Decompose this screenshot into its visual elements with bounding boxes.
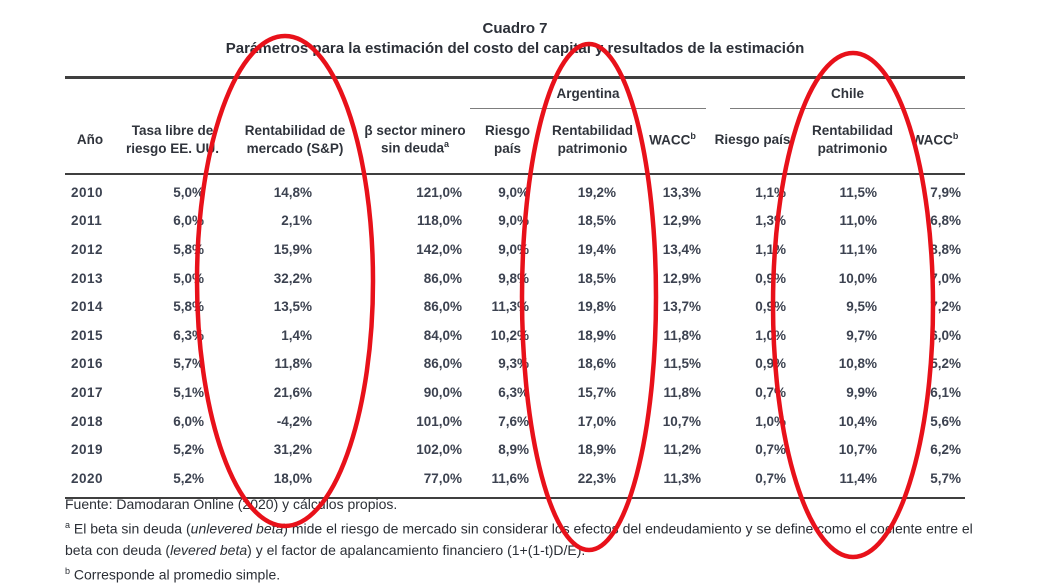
value-cell: 5,7%: [930, 470, 961, 486]
value-cell: 9,8%: [498, 270, 529, 286]
parameters-table: [65, 76, 965, 499]
table-body: [65, 175, 965, 499]
value-cell: 10,7%: [662, 413, 701, 429]
year-cell: 2017: [71, 384, 104, 400]
value-cell: 1,1%: [755, 184, 786, 200]
value-cell: 86,0%: [423, 356, 462, 372]
value-cell: 101,0%: [416, 413, 462, 429]
year-cell: 2011: [71, 213, 103, 229]
value-cell: 9,9%: [846, 384, 877, 400]
value-cell: 11,4%: [839, 470, 877, 486]
value-cell: 31,2%: [273, 442, 312, 458]
value-cell: 11,0%: [839, 213, 877, 229]
value-cell: 5,2%: [173, 470, 204, 486]
value-cell: 10,8%: [838, 356, 877, 372]
col-header-rentabilidad-mercado: Rentabilidad de mercado (S&P): [244, 123, 346, 156]
value-cell: 5,6%: [930, 413, 961, 429]
value-cell: 11,6%: [491, 470, 529, 486]
value-cell: 13,3%: [662, 184, 701, 200]
footnote-b-marker: b: [65, 565, 71, 576]
year-cell: 2014: [71, 299, 104, 315]
value-cell: 9,5%: [846, 299, 877, 315]
footnote-a-text: ) y el factor de apalancamiento financiero (1+(1-t)D/E).: [247, 541, 586, 558]
value-cell: 18,9%: [577, 442, 616, 458]
footnote-a-italic: levered beta: [170, 541, 248, 558]
table-row: [65, 235, 965, 264]
value-cell: 86,0%: [423, 270, 462, 286]
footnote-a-text: ) mide el riesgo de mercado sin considerar los efectos del endeudamiento y se define como el cociente entre el beta con deuda (: [65, 520, 973, 558]
value-cell: 6,0%: [173, 213, 204, 229]
value-cell: 7,9%: [930, 184, 961, 200]
value-cell: 18,0%: [273, 470, 312, 486]
footnote-b: [65, 561, 1003, 586]
value-cell: 11,8%: [663, 384, 701, 400]
table-row: [65, 178, 965, 207]
table-row: [65, 435, 965, 464]
value-cell: 10,7%: [838, 442, 877, 458]
value-cell: 17,0%: [577, 413, 616, 429]
value-cell: 5,2%: [173, 442, 204, 458]
value-cell: 21,6%: [273, 384, 312, 400]
value-cell: 6,0%: [173, 413, 204, 429]
value-cell: 11,3%: [663, 470, 701, 486]
wacc-footnote-marker: b: [690, 130, 696, 141]
value-cell: 90,0%: [423, 384, 462, 400]
value-cell: 142,0%: [416, 241, 462, 257]
value-cell: 18,5%: [577, 213, 616, 229]
value-cell: 12,9%: [662, 270, 701, 286]
value-cell: 11,3%: [491, 299, 529, 315]
value-cell: 10,0%: [838, 270, 877, 286]
year-cell: 2019: [71, 442, 104, 458]
year-cell: 2020: [71, 470, 104, 486]
value-cell: 5,0%: [173, 270, 204, 286]
col-header-wacc-argentina: [640, 106, 705, 173]
year-cell: 2018: [71, 413, 104, 429]
value-cell: 19,8%: [577, 299, 616, 315]
year-cell: 2010: [71, 184, 104, 200]
value-cell: 86,0%: [423, 299, 462, 315]
col-header-rentabilidad-patrimonio-chile: Rentabilidad patrimonio: [811, 123, 893, 156]
table-row: [65, 407, 965, 436]
value-cell: 14,8%: [273, 184, 312, 200]
footnotes: [65, 494, 1003, 585]
value-cell: 11,2%: [663, 442, 701, 458]
value-cell: 77,0%: [423, 470, 462, 486]
value-cell: 13,5%: [273, 299, 312, 315]
value-cell: 0,7%: [755, 384, 786, 400]
value-cell: 18,6%: [577, 356, 616, 372]
footnote-a-marker: a: [65, 520, 71, 530]
value-cell: 6,8%: [930, 213, 961, 229]
table-row: [65, 321, 965, 350]
footnote-b-text: Corresponde al promedio simple.: [70, 566, 281, 583]
value-cell: 6,3%: [498, 384, 529, 400]
value-cell: 5,7%: [173, 356, 204, 372]
table-row: [65, 464, 965, 493]
value-cell: 0,9%: [755, 356, 786, 372]
value-cell: 12,9%: [662, 213, 701, 229]
value-cell: 9,3%: [498, 356, 529, 372]
value-cell: 32,2%: [273, 270, 312, 286]
value-cell: 1,0%: [755, 327, 786, 343]
table-titles: [65, 20, 965, 57]
value-cell: 7,2%: [930, 299, 961, 315]
footnote-a-text: El beta sin deuda (: [70, 520, 191, 537]
year-cell: 2012: [71, 241, 104, 257]
col-header-ano: Año: [76, 131, 104, 147]
col-header-beta: [360, 106, 470, 173]
value-cell: 10,4%: [838, 413, 877, 429]
wacc-label: WACC: [649, 132, 691, 148]
value-cell: -4,2%: [276, 413, 312, 429]
value-cell: 121,0%: [416, 184, 462, 200]
value-cell: 0,7%: [755, 470, 786, 486]
source-note: Fuente: Damodaran Online (2020) y cálculos propios.: [65, 496, 398, 512]
value-cell: 9,0%: [498, 213, 529, 229]
col-header-wacc-chile: [905, 106, 965, 173]
col-header-riesgo-pais-argentina: Riesgo país: [484, 123, 530, 156]
value-cell: 11,1%: [839, 241, 877, 257]
value-cell: 7,0%: [930, 270, 961, 286]
value-cell: 9,0%: [498, 184, 529, 200]
value-cell: 11,8%: [663, 327, 701, 343]
value-cell: 15,9%: [273, 241, 312, 257]
value-cell: 1,3%: [755, 213, 786, 229]
table-row: [65, 264, 965, 293]
value-cell: 15,7%: [577, 384, 616, 400]
col-header-rentabilidad-patrimonio-argentina: Rentabilidad patrimonio: [551, 123, 633, 156]
value-cell: 6,0%: [930, 327, 961, 343]
value-cell: 0,7%: [755, 442, 786, 458]
value-cell: 18,5%: [577, 270, 616, 286]
value-cell: 6,3%: [173, 327, 204, 343]
value-cell: 84,0%: [423, 327, 462, 343]
value-cell: 5,8%: [173, 241, 204, 257]
value-cell: 118,0%: [416, 213, 462, 229]
table-row: [65, 207, 965, 236]
value-cell: 6,1%: [930, 384, 961, 400]
year-cell: 2016: [71, 356, 104, 372]
value-cell: 1,0%: [755, 413, 786, 429]
year-cell: 2015: [71, 327, 104, 343]
year-cell: 2013: [71, 270, 104, 286]
value-cell: 11,5%: [663, 356, 701, 372]
value-cell: 5,2%: [930, 356, 961, 372]
value-cell: 1,1%: [755, 241, 786, 257]
value-cell: 18,9%: [577, 327, 616, 343]
value-cell: 19,4%: [577, 241, 616, 257]
value-cell: 9,0%: [498, 241, 529, 257]
value-cell: 19,2%: [577, 184, 616, 200]
value-cell: 1,4%: [281, 327, 312, 343]
value-cell: 8,9%: [498, 442, 529, 458]
wacc-label: WACC: [911, 132, 953, 148]
col-header-tasa-libre: Tasa libre de riesgo EE. UU.: [125, 123, 220, 156]
footnote-a: [65, 515, 1003, 561]
value-cell: 22,3%: [577, 470, 616, 486]
column-headers: [65, 106, 965, 173]
value-cell: 102,0%: [416, 442, 462, 458]
beta-footnote-marker: a: [444, 139, 450, 150]
value-cell: 13,7%: [662, 299, 701, 315]
table-header: [65, 76, 965, 175]
beta-label: β sector minero sin deuda: [364, 122, 466, 156]
value-cell: 5,1%: [173, 384, 204, 400]
group-header-argentina: Argentina: [556, 86, 620, 101]
value-cell: 0,9%: [755, 270, 786, 286]
value-cell: 2,1%: [281, 213, 312, 229]
table-row: [65, 350, 965, 379]
table-subtitle: Parámetros para la estimación del costo del capital y resultados de la estimación: [225, 40, 805, 57]
value-cell: 11,5%: [839, 184, 877, 200]
group-header-chile: Chile: [830, 86, 864, 101]
value-cell: 6,2%: [930, 442, 961, 458]
value-cell: 0,9%: [755, 299, 786, 315]
value-cell: 5,0%: [173, 184, 204, 200]
value-cell: 10,2%: [490, 327, 529, 343]
value-cell: 7,6%: [498, 413, 529, 429]
value-cell: 5,8%: [173, 299, 204, 315]
wacc-footnote-marker: b: [952, 130, 959, 141]
table-number-title: Cuadro 7: [482, 20, 548, 37]
table-row: [65, 378, 965, 407]
value-cell: 9,7%: [846, 327, 877, 343]
col-header-riesgo-pais-chile: Riesgo país: [714, 131, 791, 147]
footnote-a-italic: unlevered beta: [190, 520, 284, 537]
table-row: [65, 292, 965, 321]
value-cell: 8,8%: [930, 241, 961, 257]
value-cell: 11,8%: [274, 356, 312, 372]
value-cell: 13,4%: [662, 241, 701, 257]
